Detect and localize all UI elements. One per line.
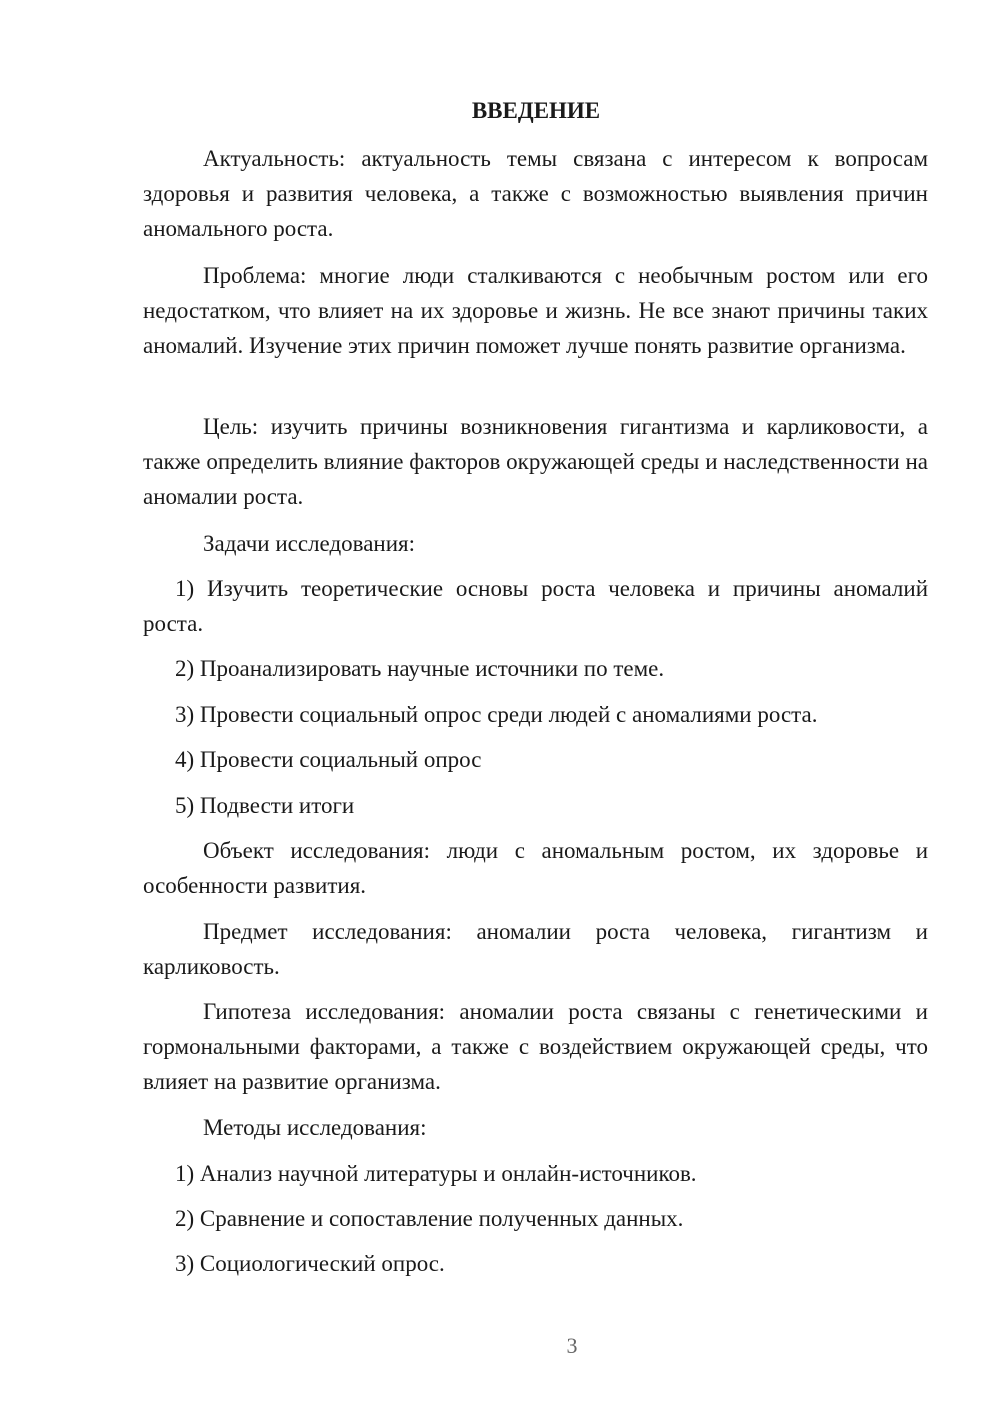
relevance-paragraph: Актуальность: актуальность темы связана с интересом к вопросам здоровья и развития человека, а также с возможностью выявления причин аномального роста. (143, 146, 928, 241)
goal-paragraph: Цель: изучить причины возникновения гигантизма и карликовости, а также определить влияние факторов окружающей среды и наследственности на аномалии роста. (143, 414, 928, 509)
page-number: 3 (566, 1333, 578, 1358)
hypothesis-paragraph: Гипотеза исследования: аномалии роста связаны с генетическими и гормональными факторами, а также с воздействием окружающей среды, что влияет на развитие организма. (143, 999, 928, 1094)
method-item-3: 3) Социологический опрос. (175, 1251, 445, 1276)
subject-paragraph: Предмет исследования: аномалии роста человека, гигантизм и карликовость. (143, 919, 928, 979)
task-item-5: 5) Подвести итоги (175, 793, 355, 818)
problem-paragraph: Проблема: многие люди сталкиваются с необычным ростом или его недостатком, что влияет на их здоровье и жизнь. Не все знают причины таких аномалий. Изучение этих причин поможет лучше понять развитие организма. (143, 263, 928, 358)
task-item-1: 1) Изучить теоретические основы роста человека и причины аномалий роста. (143, 576, 928, 636)
task-item-2: 2) Проанализировать научные источники по теме. (175, 656, 665, 681)
methods-title: Методы исследования: (203, 1115, 427, 1140)
tasks-title: Задачи исследования: (203, 531, 416, 556)
method-item-2: 2) Сравнение и сопоставление полученных данных. (175, 1206, 684, 1231)
method-item-1: 1) Анализ научной литературы и онлайн-источников. (175, 1161, 697, 1186)
page-title: ВВЕДЕНИЕ (471, 98, 601, 123)
object-paragraph: Объект исследования: люди с аномальным ростом, их здоровье и особенности развития. (143, 838, 928, 898)
task-item-3: 3) Провести социальный опрос среди людей с аномалиями роста. (175, 702, 818, 727)
task-item-4: 4) Провести социальный опрос (175, 747, 482, 772)
